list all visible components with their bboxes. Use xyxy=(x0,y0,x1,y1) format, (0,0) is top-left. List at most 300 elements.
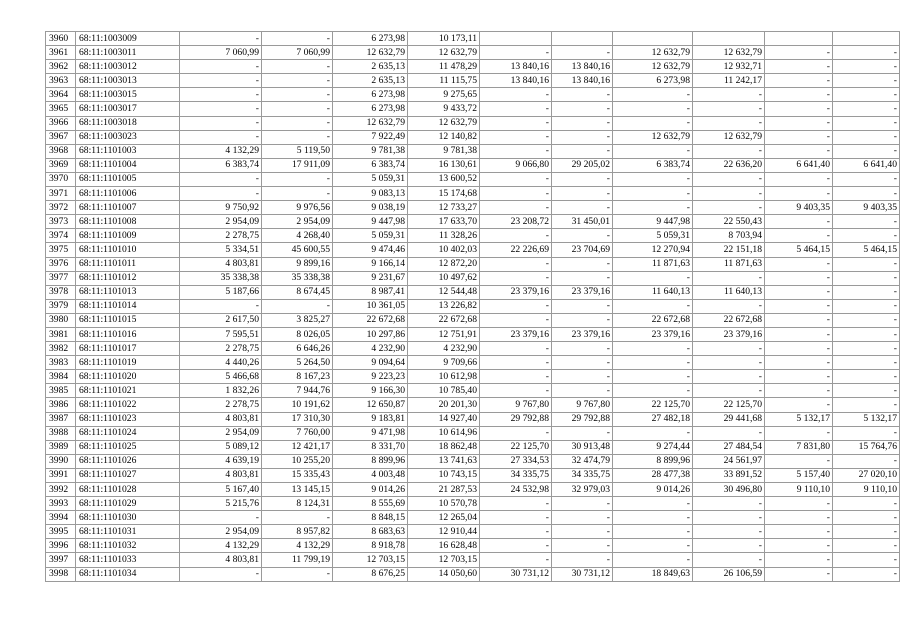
row-number-cell: 3963 xyxy=(46,74,76,88)
value-cell: - xyxy=(765,356,833,370)
value-cell: 10 614,96 xyxy=(408,426,480,440)
table-row xyxy=(46,511,900,525)
value-cell: - xyxy=(180,32,262,46)
value-cell: - xyxy=(693,201,765,215)
value-cell: - xyxy=(552,511,613,525)
value-cell: - xyxy=(480,116,552,130)
table-row xyxy=(46,201,900,215)
value-cell: - xyxy=(180,102,262,116)
value-cell: - xyxy=(765,187,833,201)
value-cell: 12 932,71 xyxy=(693,60,765,74)
table-row xyxy=(46,74,900,88)
table-row xyxy=(46,468,900,482)
value-cell: - xyxy=(262,32,333,46)
value-cell: 2 635,13 xyxy=(333,74,408,88)
table-row xyxy=(46,172,900,186)
data-table xyxy=(45,31,900,582)
value-cell: 30 731,12 xyxy=(552,567,613,581)
value-cell: 11 871,63 xyxy=(613,257,693,271)
value-cell: 9 709,66 xyxy=(408,356,480,370)
value-cell: 27 482,18 xyxy=(613,412,693,426)
value-cell: 8 987,41 xyxy=(333,285,408,299)
value-cell: - xyxy=(552,525,613,539)
value-cell: - xyxy=(613,511,693,525)
cadastral-id-cell: 68:11:1101027 xyxy=(76,468,180,482)
value-cell: - xyxy=(480,553,552,567)
table-row xyxy=(46,342,900,356)
table-row xyxy=(46,257,900,271)
value-cell: - xyxy=(833,497,900,511)
cadastral-id-cell: 68:11:1101017 xyxy=(76,342,180,356)
value-cell: 4 003,48 xyxy=(333,468,408,482)
value-cell: 8 703,94 xyxy=(693,229,765,243)
cadastral-id-cell: 68:11:1101015 xyxy=(76,313,180,327)
row-number-cell: 3977 xyxy=(46,271,76,285)
value-cell: - xyxy=(262,102,333,116)
value-cell: - xyxy=(480,130,552,144)
value-cell: - xyxy=(613,370,693,384)
value-cell: - xyxy=(833,130,900,144)
value-cell: - xyxy=(552,342,613,356)
value-cell: - xyxy=(480,271,552,285)
value-cell: 9 447,98 xyxy=(613,215,693,229)
value-cell: 2 278,75 xyxy=(180,342,262,356)
value-cell: 12 270,94 xyxy=(613,243,693,257)
value-cell xyxy=(833,32,900,46)
value-cell: 9 767,80 xyxy=(480,398,552,412)
value-cell: 12 140,82 xyxy=(408,130,480,144)
value-cell: 2 617,50 xyxy=(180,313,262,327)
value-cell: - xyxy=(833,88,900,102)
value-cell: 16 130,61 xyxy=(408,158,480,172)
value-cell: 7 060,99 xyxy=(180,46,262,60)
row-number-cell: 3971 xyxy=(46,187,76,201)
value-cell: 5 132,17 xyxy=(765,412,833,426)
value-cell: - xyxy=(765,46,833,60)
value-cell: - xyxy=(693,342,765,356)
value-cell: - xyxy=(693,525,765,539)
value-cell: 10 570,78 xyxy=(408,497,480,511)
table-row xyxy=(46,384,900,398)
row-number-cell: 3984 xyxy=(46,370,76,384)
value-cell: 23 704,69 xyxy=(552,243,613,257)
value-cell: 12 632,79 xyxy=(693,46,765,60)
value-cell: - xyxy=(765,271,833,285)
value-cell: - xyxy=(552,46,613,60)
value-cell: 9 094,64 xyxy=(333,356,408,370)
value-cell: - xyxy=(262,130,333,144)
table-row xyxy=(46,271,900,285)
value-cell: 10 785,40 xyxy=(408,384,480,398)
row-number-cell: 3995 xyxy=(46,525,76,539)
value-cell: - xyxy=(480,511,552,525)
value-cell: - xyxy=(613,116,693,130)
value-cell: - xyxy=(693,370,765,384)
value-cell: - xyxy=(262,60,333,74)
value-cell: 12 872,20 xyxy=(408,257,480,271)
row-number-cell: 3962 xyxy=(46,60,76,74)
value-cell: 11 242,17 xyxy=(693,74,765,88)
value-cell: 22 125,70 xyxy=(693,398,765,412)
value-cell: 13 840,16 xyxy=(480,60,552,74)
cadastral-id-cell: 68:11:1101025 xyxy=(76,440,180,454)
value-cell: - xyxy=(833,356,900,370)
value-cell: - xyxy=(613,539,693,553)
value-cell: 12 703,15 xyxy=(408,553,480,567)
value-cell: 11 871,63 xyxy=(693,257,765,271)
table-row xyxy=(46,116,900,130)
row-number-cell: 3966 xyxy=(46,116,76,130)
value-cell: 12 751,91 xyxy=(408,327,480,341)
value-cell: 16 628,48 xyxy=(408,539,480,553)
table-row xyxy=(46,313,900,327)
value-cell: 3 825,27 xyxy=(262,313,333,327)
value-cell: - xyxy=(480,342,552,356)
value-cell: - xyxy=(480,313,552,327)
value-cell: - xyxy=(765,553,833,567)
value-cell: 9 781,38 xyxy=(408,144,480,158)
table-row xyxy=(46,88,900,102)
value-cell: 9 781,38 xyxy=(333,144,408,158)
value-cell: 9 231,67 xyxy=(333,271,408,285)
value-cell: 18 862,48 xyxy=(408,440,480,454)
value-cell: 13 600,52 xyxy=(408,172,480,186)
value-cell: - xyxy=(480,172,552,186)
value-cell: 10 173,11 xyxy=(408,32,480,46)
row-number-cell: 3996 xyxy=(46,539,76,553)
value-cell: 7 922,49 xyxy=(333,130,408,144)
value-cell: - xyxy=(693,426,765,440)
table-row xyxy=(46,553,900,567)
value-cell: 12 544,48 xyxy=(408,285,480,299)
value-cell: 5 215,76 xyxy=(180,497,262,511)
value-cell: 13 145,15 xyxy=(262,483,333,497)
cadastral-id-cell: 68:11:1003015 xyxy=(76,88,180,102)
cadastral-id-cell: 68:11:1101019 xyxy=(76,356,180,370)
value-cell: 6 273,98 xyxy=(613,74,693,88)
value-cell: - xyxy=(480,525,552,539)
value-cell: - xyxy=(613,102,693,116)
value-cell: - xyxy=(693,299,765,313)
value-cell: - xyxy=(833,257,900,271)
cadastral-id-cell: 68:11:1101034 xyxy=(76,567,180,581)
value-cell: - xyxy=(833,567,900,581)
value-cell: 8 555,69 xyxy=(333,497,408,511)
row-number-cell: 3987 xyxy=(46,412,76,426)
value-cell: 9 066,80 xyxy=(480,158,552,172)
table-row xyxy=(46,187,900,201)
value-cell: 23 208,72 xyxy=(480,215,552,229)
cadastral-id-cell: 68:11:1101008 xyxy=(76,215,180,229)
value-cell: - xyxy=(765,215,833,229)
value-cell: - xyxy=(180,567,262,581)
table-row xyxy=(46,497,900,511)
cadastral-id-cell: 68:11:1101013 xyxy=(76,285,180,299)
value-cell: - xyxy=(180,130,262,144)
value-cell: 9 183,81 xyxy=(333,412,408,426)
cadastral-id-cell: 68:11:1101026 xyxy=(76,454,180,468)
value-cell: - xyxy=(833,229,900,243)
table-row xyxy=(46,567,900,581)
value-cell: 26 106,59 xyxy=(693,567,765,581)
value-cell: - xyxy=(693,116,765,130)
value-cell: 1 832,26 xyxy=(180,384,262,398)
value-cell: - xyxy=(765,384,833,398)
cadastral-id-cell: 68:11:1101022 xyxy=(76,398,180,412)
value-cell: 34 335,75 xyxy=(480,468,552,482)
value-cell: 6 646,26 xyxy=(262,342,333,356)
value-cell: - xyxy=(765,102,833,116)
value-cell: - xyxy=(180,116,262,130)
table-row xyxy=(46,412,900,426)
value-cell: - xyxy=(552,102,613,116)
value-cell: 12 910,44 xyxy=(408,525,480,539)
row-number-cell: 3990 xyxy=(46,454,76,468)
table-row xyxy=(46,299,900,313)
value-cell: - xyxy=(765,342,833,356)
value-cell: - xyxy=(613,553,693,567)
value-cell: 27 484,54 xyxy=(693,440,765,454)
value-cell: 23 379,16 xyxy=(552,285,613,299)
value-cell: 9 083,13 xyxy=(333,187,408,201)
table-row xyxy=(46,398,900,412)
cadastral-id-cell: 68:11:1003018 xyxy=(76,116,180,130)
value-cell: 10 255,20 xyxy=(262,454,333,468)
value-cell: 17 911,09 xyxy=(262,158,333,172)
row-number-cell: 3992 xyxy=(46,483,76,497)
value-cell: - xyxy=(765,497,833,511)
table-row xyxy=(46,426,900,440)
value-cell: - xyxy=(613,88,693,102)
value-cell xyxy=(480,32,552,46)
value-cell: 33 891,52 xyxy=(693,468,765,482)
value-cell: - xyxy=(765,567,833,581)
cadastral-id-cell: 68:11:1101005 xyxy=(76,172,180,186)
value-cell: 28 477,38 xyxy=(613,468,693,482)
value-cell: 8 899,96 xyxy=(613,454,693,468)
value-cell: 4 132,29 xyxy=(262,539,333,553)
value-cell: - xyxy=(480,201,552,215)
value-cell: - xyxy=(180,74,262,88)
value-cell: - xyxy=(480,187,552,201)
value-cell: 10 191,62 xyxy=(262,398,333,412)
value-cell: - xyxy=(765,144,833,158)
value-cell: 45 600,55 xyxy=(262,243,333,257)
value-cell: 12 632,79 xyxy=(613,46,693,60)
value-cell: 2 278,75 xyxy=(180,229,262,243)
value-cell: - xyxy=(833,384,900,398)
value-cell: - xyxy=(262,511,333,525)
row-number-cell: 3974 xyxy=(46,229,76,243)
value-cell: - xyxy=(480,384,552,398)
value-cell: 32 979,03 xyxy=(552,483,613,497)
cadastral-id-cell: 68:11:1003011 xyxy=(76,46,180,60)
value-cell: 13 840,16 xyxy=(552,74,613,88)
value-cell: 9 166,14 xyxy=(333,257,408,271)
value-cell: 4 232,90 xyxy=(408,342,480,356)
value-cell: - xyxy=(552,130,613,144)
value-cell: 5 464,15 xyxy=(765,243,833,257)
value-cell: 23 379,16 xyxy=(480,327,552,341)
cadastral-id-cell: 68:11:1101012 xyxy=(76,271,180,285)
cadastral-id-cell: 68:11:1003009 xyxy=(76,32,180,46)
row-number-cell: 3973 xyxy=(46,215,76,229)
value-cell: 31 450,01 xyxy=(552,215,613,229)
row-number-cell: 3970 xyxy=(46,172,76,186)
row-number-cell: 3982 xyxy=(46,342,76,356)
value-cell: - xyxy=(552,370,613,384)
value-cell: - xyxy=(833,215,900,229)
value-cell xyxy=(765,32,833,46)
value-cell: 18 849,63 xyxy=(613,567,693,581)
cadastral-id-cell: 68:11:1101021 xyxy=(76,384,180,398)
value-cell: - xyxy=(613,187,693,201)
value-cell: 27 334,53 xyxy=(480,454,552,468)
cadastral-id-cell: 68:11:1101011 xyxy=(76,257,180,271)
cadastral-id-cell: 68:11:1101007 xyxy=(76,201,180,215)
row-number-cell: 3985 xyxy=(46,384,76,398)
cadastral-id-cell: 68:11:1101032 xyxy=(76,539,180,553)
value-cell: - xyxy=(262,299,333,313)
table-row xyxy=(46,144,900,158)
value-cell: - xyxy=(765,130,833,144)
table-row xyxy=(46,327,900,341)
value-cell: - xyxy=(613,144,693,158)
value-cell: - xyxy=(765,426,833,440)
value-cell: - xyxy=(613,271,693,285)
value-cell: 15 335,43 xyxy=(262,468,333,482)
value-cell: - xyxy=(833,172,900,186)
value-cell: - xyxy=(833,454,900,468)
value-cell: 4 803,81 xyxy=(180,468,262,482)
table-row xyxy=(46,60,900,74)
value-cell: 5 059,31 xyxy=(333,229,408,243)
value-cell: 10 743,15 xyxy=(408,468,480,482)
table-row xyxy=(46,454,900,468)
value-cell: 15 174,68 xyxy=(408,187,480,201)
value-cell: - xyxy=(480,102,552,116)
value-cell: 7 060,99 xyxy=(262,46,333,60)
value-cell: 7 595,51 xyxy=(180,327,262,341)
value-cell: - xyxy=(693,384,765,398)
value-cell: 4 803,81 xyxy=(180,412,262,426)
value-cell: - xyxy=(262,116,333,130)
value-cell: - xyxy=(833,285,900,299)
value-cell: 9 447,98 xyxy=(333,215,408,229)
value-cell: 32 474,79 xyxy=(552,454,613,468)
value-cell: - xyxy=(613,384,693,398)
value-cell: - xyxy=(613,497,693,511)
value-cell: 11 640,13 xyxy=(613,285,693,299)
value-cell: 21 287,53 xyxy=(408,483,480,497)
value-cell: - xyxy=(613,201,693,215)
value-cell: 22 125,70 xyxy=(480,440,552,454)
value-cell: 29 792,88 xyxy=(480,412,552,426)
value-cell: 6 273,98 xyxy=(333,32,408,46)
value-cell: - xyxy=(552,313,613,327)
value-cell: 4 132,29 xyxy=(180,144,262,158)
value-cell: 6 383,74 xyxy=(613,158,693,172)
value-cell: - xyxy=(552,539,613,553)
value-cell: - xyxy=(765,511,833,525)
value-cell: 5 119,50 xyxy=(262,144,333,158)
value-cell: 11 478,29 xyxy=(408,60,480,74)
value-cell: 22 151,18 xyxy=(693,243,765,257)
value-cell: - xyxy=(693,511,765,525)
value-cell: 11 328,26 xyxy=(408,229,480,243)
value-cell: 35 338,38 xyxy=(180,271,262,285)
row-number-cell: 3978 xyxy=(46,285,76,299)
value-cell: - xyxy=(833,116,900,130)
row-number-cell: 3988 xyxy=(46,426,76,440)
value-cell: - xyxy=(180,88,262,102)
value-cell: 2 954,09 xyxy=(180,525,262,539)
value-cell: 23 379,16 xyxy=(613,327,693,341)
value-cell: 23 379,16 xyxy=(552,327,613,341)
value-cell: - xyxy=(552,187,613,201)
value-cell: 9 767,80 xyxy=(552,398,613,412)
value-cell: 8 167,23 xyxy=(262,370,333,384)
value-cell: - xyxy=(180,60,262,74)
value-cell: 4 132,29 xyxy=(180,539,262,553)
value-cell: 9 014,26 xyxy=(613,483,693,497)
cadastral-id-cell: 68:11:1101004 xyxy=(76,158,180,172)
value-cell: - xyxy=(613,172,693,186)
value-cell: 9 274,44 xyxy=(613,440,693,454)
value-cell: 12 632,79 xyxy=(613,60,693,74)
value-cell: - xyxy=(693,172,765,186)
value-cell: 22 226,69 xyxy=(480,243,552,257)
value-cell: 12 421,17 xyxy=(262,440,333,454)
cadastral-id-cell: 68:11:1101031 xyxy=(76,525,180,539)
value-cell: 9 110,10 xyxy=(833,483,900,497)
row-number-cell: 3993 xyxy=(46,497,76,511)
table-row xyxy=(46,130,900,144)
row-number-cell: 3980 xyxy=(46,313,76,327)
value-cell: - xyxy=(833,313,900,327)
value-cell: 9 014,26 xyxy=(333,483,408,497)
value-cell: - xyxy=(833,342,900,356)
value-cell: 8 676,25 xyxy=(333,567,408,581)
value-cell: - xyxy=(693,497,765,511)
value-cell: - xyxy=(693,539,765,553)
value-cell: 5 059,31 xyxy=(333,172,408,186)
row-number-cell: 3975 xyxy=(46,243,76,257)
value-cell: - xyxy=(833,187,900,201)
table-row xyxy=(46,32,900,46)
row-number-cell: 3997 xyxy=(46,553,76,567)
value-cell: - xyxy=(480,46,552,60)
value-cell: - xyxy=(765,398,833,412)
value-cell: 34 335,75 xyxy=(552,468,613,482)
cadastral-id-cell: 68:11:1101024 xyxy=(76,426,180,440)
value-cell: - xyxy=(480,88,552,102)
value-cell: - xyxy=(480,497,552,511)
value-cell: 5 167,40 xyxy=(180,483,262,497)
row-number-cell: 3976 xyxy=(46,257,76,271)
value-cell: 12 703,15 xyxy=(333,553,408,567)
value-cell: 5 264,50 xyxy=(262,356,333,370)
value-cell: - xyxy=(765,370,833,384)
value-cell: - xyxy=(765,74,833,88)
value-cell: 5 334,51 xyxy=(180,243,262,257)
value-cell: - xyxy=(552,144,613,158)
table-row xyxy=(46,539,900,553)
value-cell: 4 268,40 xyxy=(262,229,333,243)
value-cell: - xyxy=(480,299,552,313)
value-cell: 5 157,40 xyxy=(765,468,833,482)
value-cell: 23 379,16 xyxy=(480,285,552,299)
